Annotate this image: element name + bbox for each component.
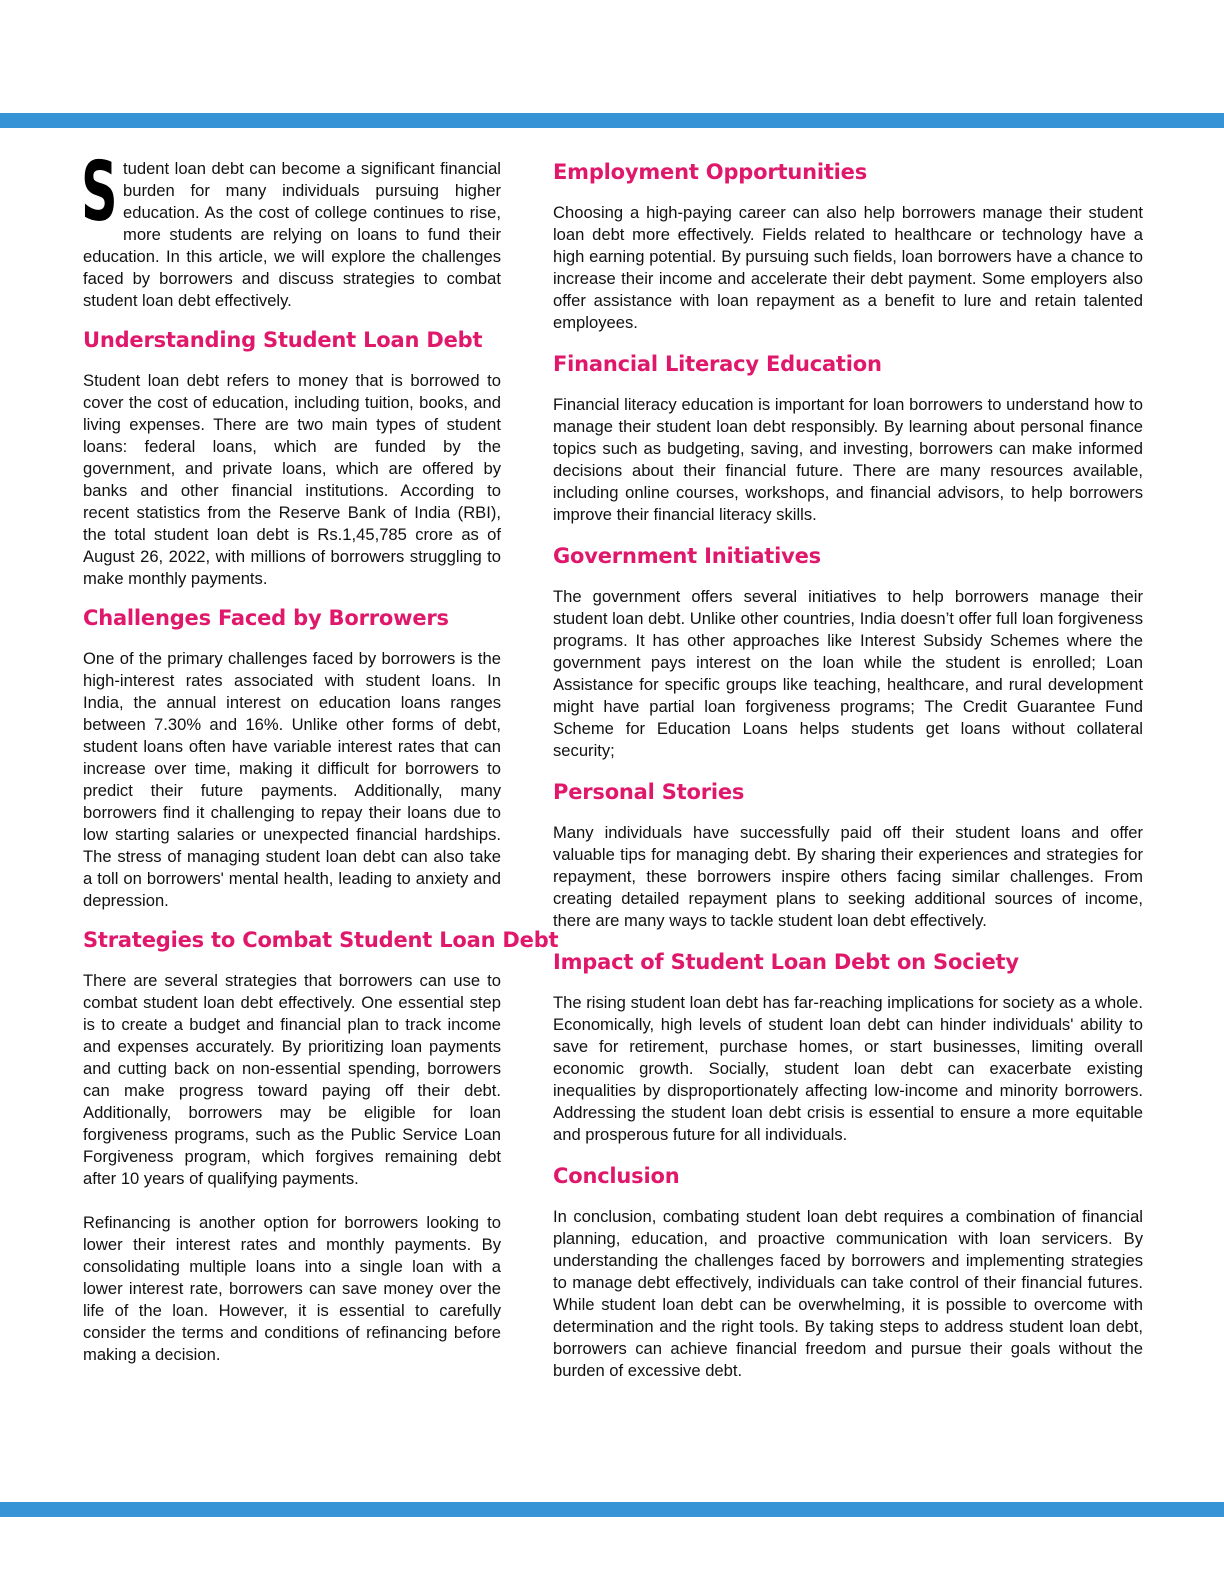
- section-paragraph: Refinancing is another option for borrowers looking to lower their interest rates and monthly payments. By consolidating multiple loans into a single loan with a lower interest rate, borrowers can save money over the life of the loan. However, it is essential to carefully consider the terms and conditions of refinancing before making a decision.: [83, 1213, 501, 1364]
- section-paragraph: Choosing a high-paying career can also help borrowers manage their student loan debt more effectively. Fields related to healthcare or technology have a high earning potential. By pursuing such fields, loan borrowers have a chance to increase their income and accelerate their debt payment. Some employers also offer assistance with loan repayment as a benefit to lure and retain talented employees.: [553, 203, 1143, 332]
- section-paragraph: The government offers several initiatives to help borrowers manage their student loan debt. Unlike other countries, India doesn’t offer full loan forgiveness programs. It has other approaches like Interest Subsidy Schemes where the government pays interest on the loan while the student is enrolled; Loan Assistance for specific groups like teaching, healthcare, and rural development might have partial loan forgiveness programs; The Credit Guarantee Fund Scheme for Education Loans helps students get loans without collateral security;: [553, 587, 1143, 760]
- section-paragraph: The rising student loan debt has far-reaching implications for society as a whole. Economically, high levels of student loan debt can hinder individuals' ability to save for retirement, purchase homes, or start businesses, limiting overall economic growth. Socially, student loan debt can exacerbate existing inequalities by disproportionately affecting low-income and minority borrowers. Addressing the student loan debt crisis is essential to ensure a more equitable and prosperous future for all individuals.: [553, 993, 1143, 1144]
- section-heading: Understanding Student Loan Debt: [83, 328, 483, 352]
- section-paragraph: Many individuals have successfully paid off their student loans and offer valuable tips for managing debt. By sharing their experiences and strategies for repayment, these borrowers inspire others facing similar challenges. From creating detailed repayment plans to seeking additional sources of income, there are many ways to tackle student loan debt effectively.: [553, 823, 1143, 930]
- section-paragraph: There are several strategies that borrowers can use to combat student loan debt effectively. One essential step is to create a budget and financial plan to track income and expenses accurately. By prioritizing loan payments and cutting back on non-essential spending, borrowers can make progress toward paying off their debt. Additionally, borrowers may be eligible for loan forgiveness programs, such as the Public Service Loan Forgiveness program, which forgives remaining debt after 10 years of qualifying payments.: [83, 971, 501, 1188]
- left-column: [81, 145, 559, 1380]
- drop-cap: S: [81, 145, 118, 240]
- section-paragraph: Financial literacy education is important for loan borrowers to understand how to manage their student loan debt responsibly. By learning about personal finance topics such as budgeting, saving, and investing, borrowers can make informed decisions about their financial future. There are many resources available, including online courses, workshops, and financial advisors, to help borrowers improve their financial literacy skills.: [553, 395, 1143, 524]
- section-heading: Financial Literacy Education: [553, 352, 882, 376]
- section-heading: Employment Opportunities: [553, 160, 868, 184]
- top-accent-bar: [0, 113, 1224, 128]
- section-paragraph: One of the primary challenges faced by borrowers is the high-interest rates associated with student loans. In India, the annual interest on education loans ranges between 7.30% and 16%. Unlike other forms of debt, student loans often have variable interest rates that can increase over time, making it difficult for borrowers to predict their future payments. Additionally, many borrowers find it challenging to repay their loans due to low starting salaries or unexpected financial hardships. The stress of managing student loan debt can also take a toll on borrowers' mental health, leading to anxiety and depression.: [83, 649, 501, 910]
- section-heading: Challenges Faced by Borrowers: [83, 606, 449, 630]
- right-column: [553, 158, 1143, 1398]
- section-heading: Government Initiatives: [553, 544, 821, 568]
- section-heading: Impact of Student Loan Debt on Society: [553, 950, 1019, 974]
- section-paragraph: In conclusion, combating student loan debt requires a combination of financial planning, education, and proactive communication with loan servicers. By understanding the challenges faced by borrowers and implementing strategies to manage debt effectively, individuals can take control of their financial futures. While student loan debt can be overwhelming, it is possible to overcome with determination and the right tools. By taking steps to address student loan debt, borrowers can achieve financial freedom and pursue their goals without the burden of excessive debt.: [553, 1207, 1143, 1380]
- section-heading: Conclusion: [553, 1164, 680, 1188]
- intro-paragraph: [81, 145, 501, 312]
- section-paragraph: Student loan debt refers to money that is borrowed to cover the cost of education, including tuition, books, and living expenses. There are two main types of student loans: federal loans, which are funded by the government, and private loans, which are offered by banks and other financial institutions. According to recent statistics from the Reserve Bank of India (RBI), the total student loan debt is Rs.1,45,785 crore as of August 26, 2022, with millions of borrowers struggling to make monthly payments.: [83, 371, 501, 588]
- intro-text: tudent loan debt can become a significant financial burden for many individuals pursuing higher education. As the cost of college continues to rise, more students are relying on loans to fund their education. In this article, we will explore the challenges faced by borrowers and discuss strategies to combat student loan debt effectively.: [83, 159, 501, 310]
- section-heading: Strategies to Combat Student Loan Debt: [83, 928, 559, 952]
- bottom-accent-bar: [0, 1502, 1224, 1517]
- section-heading: Personal Stories: [553, 780, 745, 804]
